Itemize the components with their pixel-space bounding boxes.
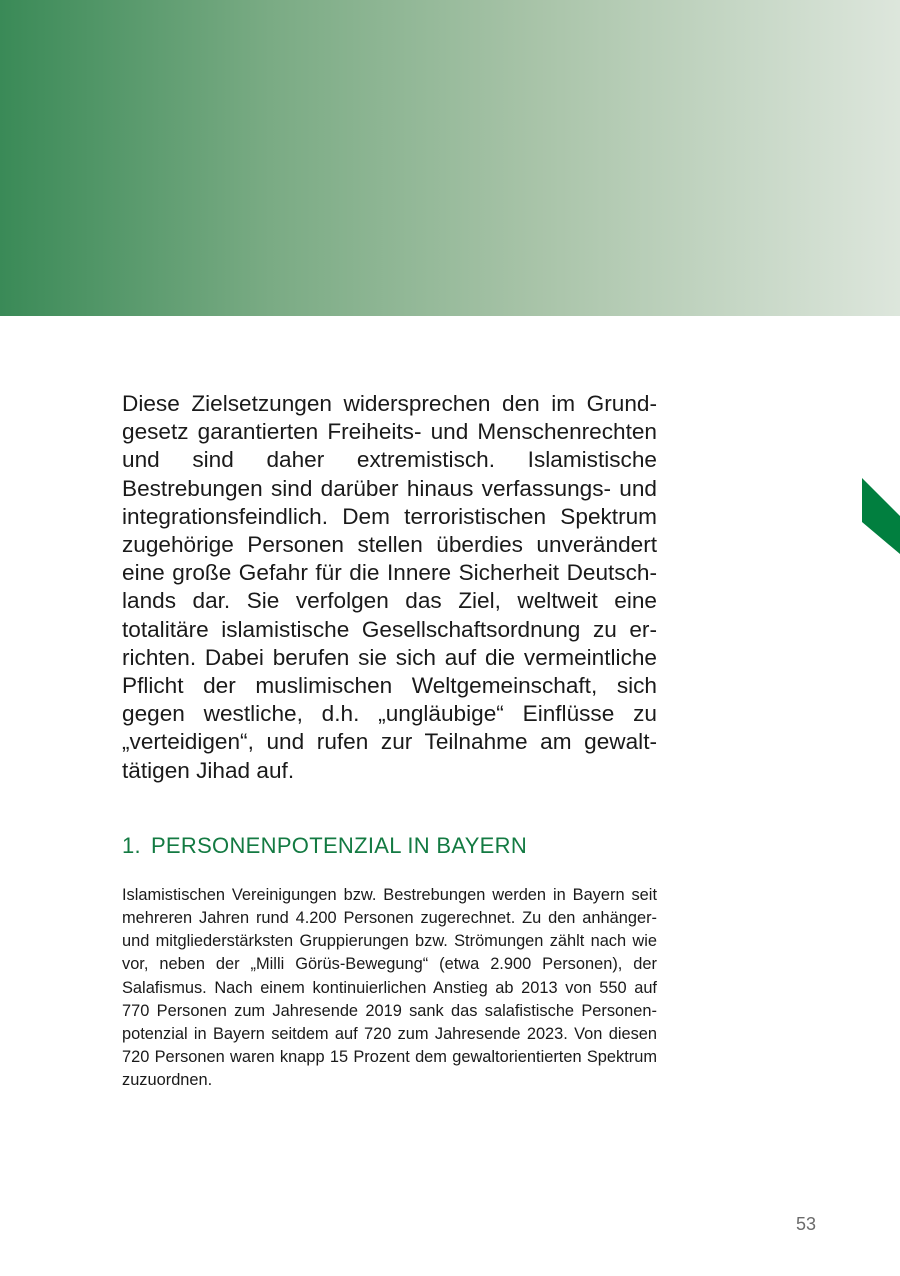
section-number: 1.: [122, 832, 141, 858]
section-title: PERSONENPOTENZIAL IN BAYERN: [150, 832, 528, 858]
main-content: [122, 390, 657, 1093]
chapter-tab-marker: [862, 478, 900, 554]
section-heading: [122, 832, 657, 860]
section-body: Islamistischen Vereinigungen bzw. Bestrebungen werden in Bayern seit mehreren Jahren rund 4.200 Personen zugerechnet. Zu den anhänger- und mitgliederstärksten Gruppierungen bzw. Strömungen zählt nach wie vor, neben der „Milli Görüs-Bewegung“ (etwa 2.900 Personen), der Salafismus. Nach einem kontinuierlichen Anstieg ab 2013 von 550 auf 770 Personen zum Jahresende 2019 sank das salafistische Personenpotenzial in Bayern seitdem auf 720 zum Jahresende 2023. Von diesen 720 Personen waren knapp 15 Prozent dem gewaltorientierten Spektrum zuzuordnen.: [122, 885, 657, 1090]
page-number: 53: [796, 1214, 817, 1234]
chapter-tab-shape: [862, 478, 900, 554]
lead-paragraph: Diese Zielsetzungen widersprechen den im Grundgesetz garantierten Freiheits- und Menschenrechten und sind daher extremistisch. Islamistische Bestrebungen sind darüber hinaus verfassungs- und integrationsfeindlich. Dem terroristischen Spektrum zugehörige Personen stellen überdies unverändert eine große Gefahr für die Innere Sicherheit Deutschlands dar. Sie verfolgen das Ziel, weltweit eine totalitäre islamistische Gesellschaftsordnung zu errichten. Dabei berufen sie sich auf die vermeintliche Pflicht der muslimischen Weltgemeinschaft, sich gegen westliche, d.h. „ungläubige“ Einflüsse zu „verteidigen“, und rufen zur Teilnahme am gewalttätigen Jihad auf.: [122, 391, 657, 783]
header-gradient-band: [0, 0, 900, 316]
